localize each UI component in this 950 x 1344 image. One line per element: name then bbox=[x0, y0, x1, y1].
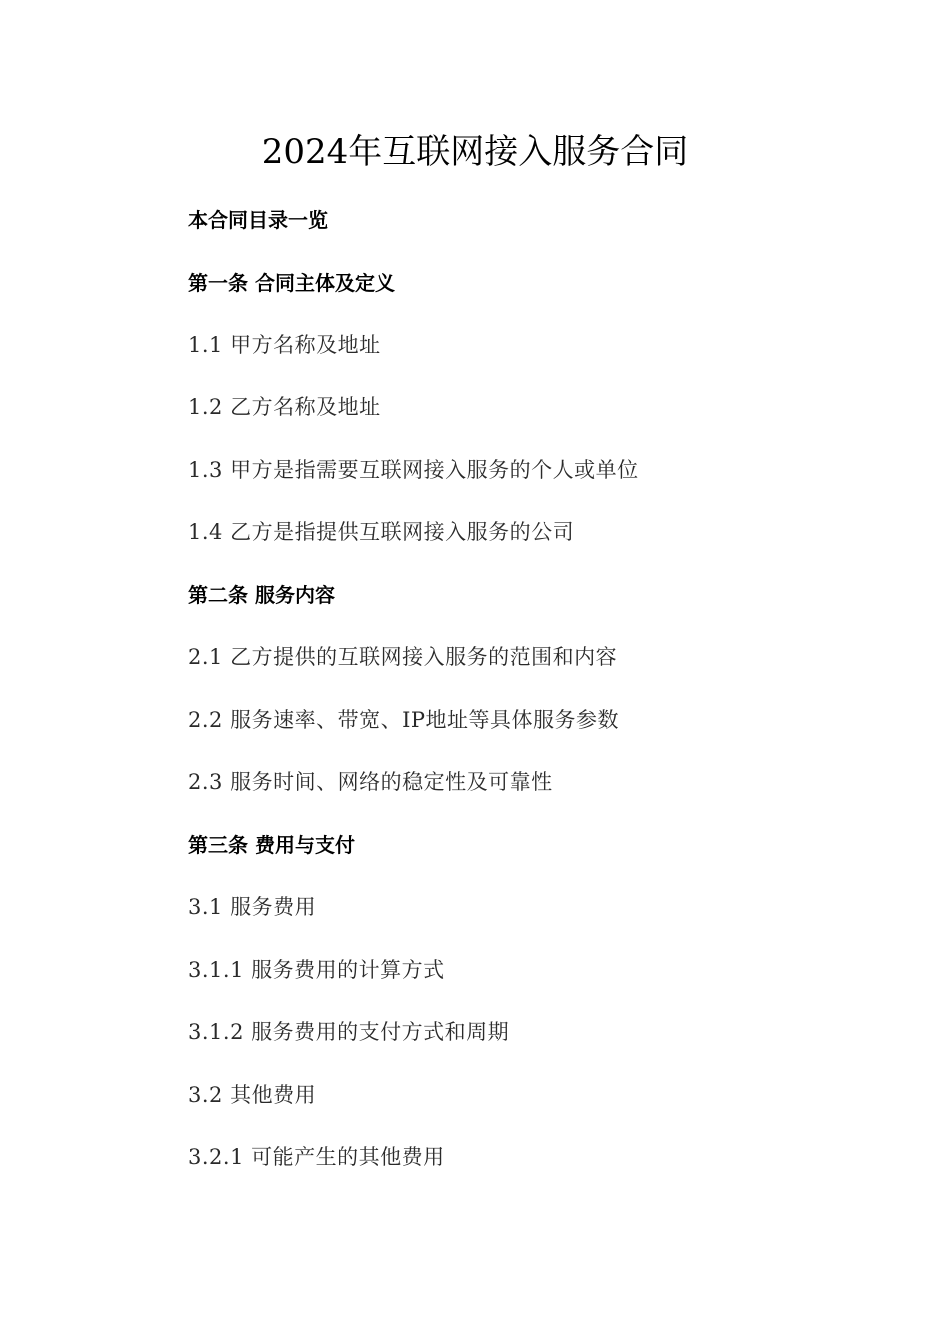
toc-item-3-1: 3.1 服务费用 bbox=[188, 895, 317, 919]
toc-section-2: 第二条 服务内容 bbox=[188, 583, 335, 607]
toc-item-1-3: 1.3 甲方是指需要互联网接入服务的个人或单位 bbox=[188, 458, 639, 482]
toc-item-1-4: 1.4 乙方是指提供互联网接入服务的公司 bbox=[188, 520, 575, 544]
toc-item-2-1: 2.1 乙方提供的互联网接入服务的范围和内容 bbox=[188, 645, 618, 669]
toc-item-1-1: 1.1 甲方名称及地址 bbox=[188, 333, 381, 357]
toc-section-3: 第三条 费用与支付 bbox=[188, 833, 355, 857]
toc-heading: 本合同目录一览 bbox=[188, 208, 328, 232]
toc-item-3-2-1: 3.2.1 可能产生的其他费用 bbox=[188, 1145, 445, 1169]
toc-section-1: 第一条 合同主体及定义 bbox=[188, 271, 395, 295]
toc-item-3-1-1: 3.1.1 服务费用的计算方式 bbox=[188, 958, 445, 982]
toc-item-2-3: 2.3 服务时间、网络的稳定性及可靠性 bbox=[188, 770, 553, 794]
document-title: 2024年互联网接入服务合同 bbox=[261, 132, 689, 172]
toc-item-3-1-2: 3.1.2 服务费用的支付方式和周期 bbox=[188, 1020, 510, 1044]
toc-item-2-2: 2.2 服务速率、带宽、IP地址等具体服务参数 bbox=[188, 708, 619, 732]
toc-item-1-2: 1.2 乙方名称及地址 bbox=[188, 395, 381, 419]
toc-item-3-2: 3.2 其他费用 bbox=[188, 1083, 317, 1107]
